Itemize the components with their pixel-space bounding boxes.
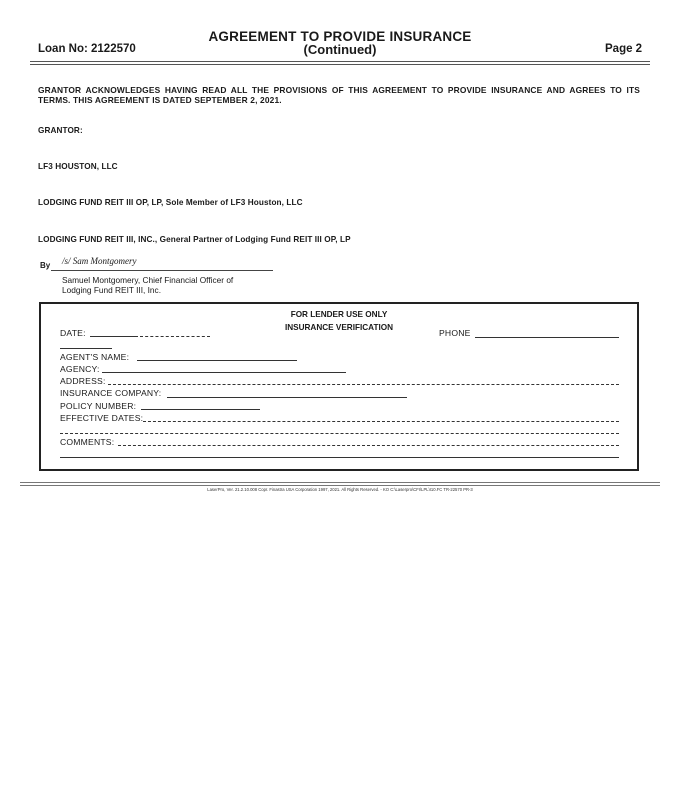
grantor-entity-2: LODGING FUND REIT III OP, LP, Sole Member of LF3 Houston, LLC (38, 198, 303, 207)
agency-line (102, 372, 346, 373)
signer-name (62, 275, 292, 295)
agents-name-line (137, 360, 297, 361)
address-label: ADDRESS: (60, 376, 106, 386)
insurance-verification-heading: INSURANCE VERIFICATION (284, 323, 394, 332)
grantor-label: GRANTOR: (38, 126, 83, 135)
footer-copyright: LaserPro, Ver. 21.2.10.008 Copr. Finastra USA Corporation 1997, 2021. All Rights Reserved. - KO C:\Laserpro\CFI\LPL\I10.FC TR-22570 PR-3 (207, 487, 473, 492)
date-line-b (140, 336, 210, 337)
page-number: Page 2 (605, 43, 643, 55)
phone-line (475, 337, 619, 338)
acknowledgment-text: GRANTOR ACKNOWLEDGES HAVING READ ALL THE PROVISIONS OF THIS AGREEMENT TO PROVIDE INSURANCE AND AGREES TO ITS TERMS. THIS AGREEMENT IS DATED SEPTEMBER 2, 2021. (38, 85, 640, 105)
agents-name-label: AGENT'S NAME: (60, 352, 130, 362)
blank-line-1 (60, 433, 619, 434)
signature-line (51, 270, 273, 271)
address-line (108, 384, 619, 385)
document-subtitle: (Continued) (303, 42, 377, 57)
comments-line (118, 445, 619, 446)
footer-rule-top (20, 482, 660, 483)
policy-number-line (141, 409, 260, 410)
header-rule-top (30, 61, 650, 62)
insurance-company-label: INSURANCE COMPANY: (60, 388, 162, 398)
policy-number-label: POLICY NUMBER: (60, 401, 137, 411)
by-label: By (40, 261, 51, 270)
date-label: DATE: (60, 328, 86, 338)
insurance-company-line (167, 397, 407, 398)
signer-name-line-2: Lodging Fund REIT III, Inc. (62, 285, 162, 295)
lender-box-heading: FOR LENDER USE ONLY (290, 310, 388, 319)
signature-text: /s/ Sam Montgomery (62, 256, 137, 266)
comments-line-2 (60, 457, 619, 458)
date-underline (60, 348, 112, 349)
loan-number: Loan No: 2122570 (38, 43, 136, 55)
date-line-a (90, 336, 138, 337)
header-rule-bottom (30, 64, 650, 65)
effective-dates-line (143, 421, 619, 422)
footer-rule-bottom (20, 485, 660, 486)
signer-name-line-1: Samuel Montgomery, Chief Financial Officer of (62, 275, 234, 285)
agency-label: AGENCY: (60, 364, 100, 374)
effective-dates-label: EFFECTIVE DATES: (60, 413, 144, 423)
comments-label: COMMENTS: (60, 437, 115, 447)
grantor-entity-1: LF3 HOUSTON, LLC (38, 162, 118, 171)
grantor-entity-3: LODGING FUND REIT III, INC., General Partner of Lodging Fund REIT III OP, LP (38, 235, 351, 244)
phone-label: PHONE (439, 328, 471, 338)
document-title: AGREEMENT TO PROVIDE INSURANCE (208, 29, 472, 44)
